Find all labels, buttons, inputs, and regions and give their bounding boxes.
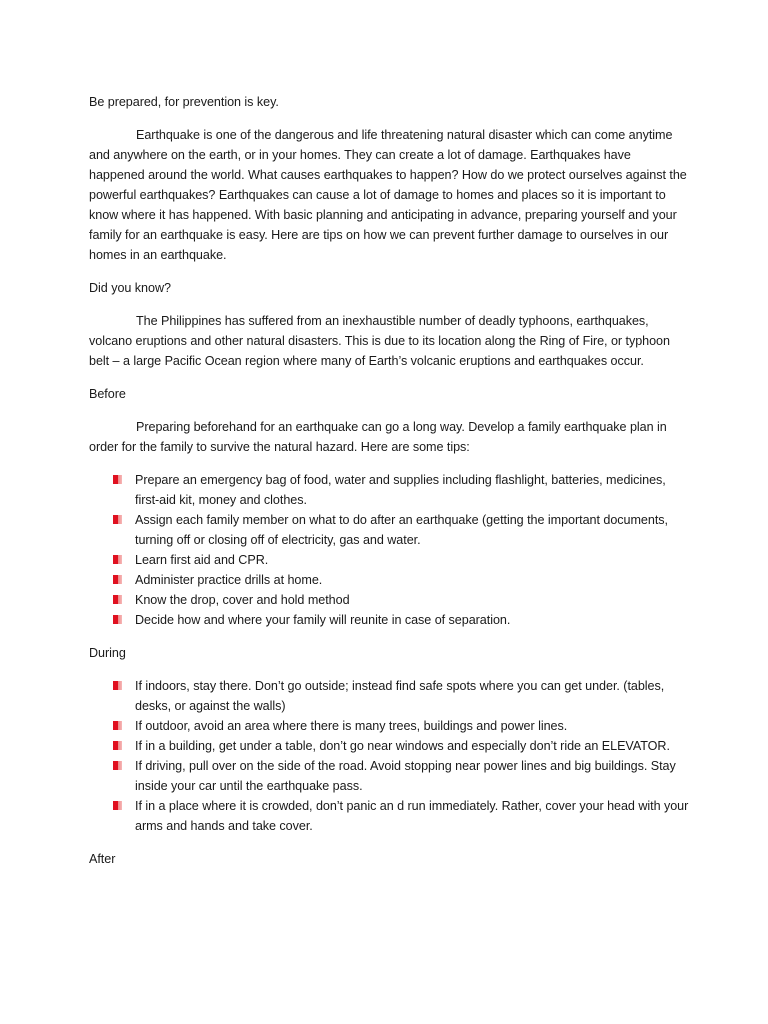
square-bullet-icon: [113, 575, 122, 584]
square-bullet-icon: [113, 801, 122, 810]
list-item: [89, 470, 689, 510]
before-paragraph: Preparing beforehand for an earthquake can go a long way. Develop a family earthquake plan in order for the family to survive the natural hazard. Here are some tips:: [89, 420, 667, 454]
list-item: [89, 676, 689, 716]
list-item-text: Prepare an emergency bag of food, water and supplies including flashlight, batteries, medicines, first-aid kit, money and clothes.: [135, 473, 666, 507]
after-heading: After: [89, 852, 116, 866]
list-item-text: If outdoor, avoid an area where there is many trees, buildings and power lines.: [135, 719, 568, 733]
list-item-text: Know the drop, cover and hold method: [135, 593, 350, 607]
square-bullet-icon: [113, 555, 122, 564]
list-item: [89, 610, 689, 630]
list-item-text: If driving, pull over on the side of the road. Avoid stopping near power lines and big buildings. Stay inside your car until the earthquake pass.: [135, 759, 676, 793]
tagline: Be prepared, for prevention is key.: [89, 95, 279, 109]
list-item: [89, 590, 689, 610]
list-item-text: If in a place where it is crowded, don’t panic an d run immediately. Rather, cover your head with your arms and hands and take cover.: [135, 799, 689, 833]
document-body: [89, 92, 689, 882]
before-heading: Before: [89, 387, 126, 401]
before-list: [89, 470, 689, 630]
list-item-text: If in a building, get under a table, don’t go near windows and especially don’t ride an ELEVATOR.: [135, 739, 670, 753]
did-you-know-heading: Did you know?: [89, 281, 171, 295]
list-item-text: Learn first aid and CPR.: [135, 553, 269, 567]
list-item: [89, 570, 689, 590]
square-bullet-icon: [113, 681, 122, 690]
list-item: [89, 550, 689, 570]
list-item: [89, 510, 689, 550]
did-you-know-paragraph: The Philippines has suffered from an inexhaustible number of deadly typhoons, earthquakes, volcano eruptions and other natural disasters. This is due to its location along the Ring of Fire, or typhoon belt – a large Pacific Ocean region where many of Earth’s volcanic eruptions and earthquakes occur.: [89, 314, 670, 368]
square-bullet-icon: [113, 595, 122, 604]
list-item-text: Decide how and where your family will reunite in case of separation.: [135, 613, 511, 627]
intro-paragraph: Earthquake is one of the dangerous and life threatening natural disaster which can come anytime and anywhere on the earth, or in your homes. They can create a lot of damage. Earthquakes have happened around the world. What causes earthquakes to happen? How do we protect ourselves against the powerful earthquakes? Earthquakes can cause a lot of damage to homes and places so it is important to know where it has happened. With basic planning and anticipating in advance, preparing yourself and your family for an earthquake is easy. Here are tips on how we can prevent further damage to ourselves in our homes in an earthquake.: [89, 128, 687, 262]
during-list: [89, 676, 689, 836]
list-item-text: Assign each family member on what to do after an earthquake (getting the important documents, turning off or closing off of electricity, gas and water.: [135, 513, 668, 547]
during-heading: During: [89, 646, 126, 660]
square-bullet-icon: [113, 515, 122, 524]
square-bullet-icon: [113, 721, 122, 730]
list-item: [89, 796, 689, 836]
list-item: [89, 736, 689, 756]
square-bullet-icon: [113, 761, 122, 770]
list-item: [89, 716, 689, 736]
list-item: [89, 756, 689, 796]
list-item-text: If indoors, stay there. Don’t go outside; instead find safe spots where you can get under. (tables, desks, or against the walls): [135, 679, 665, 713]
square-bullet-icon: [113, 475, 122, 484]
square-bullet-icon: [113, 741, 122, 750]
square-bullet-icon: [113, 615, 122, 624]
list-item-text: Administer practice drills at home.: [135, 573, 323, 587]
